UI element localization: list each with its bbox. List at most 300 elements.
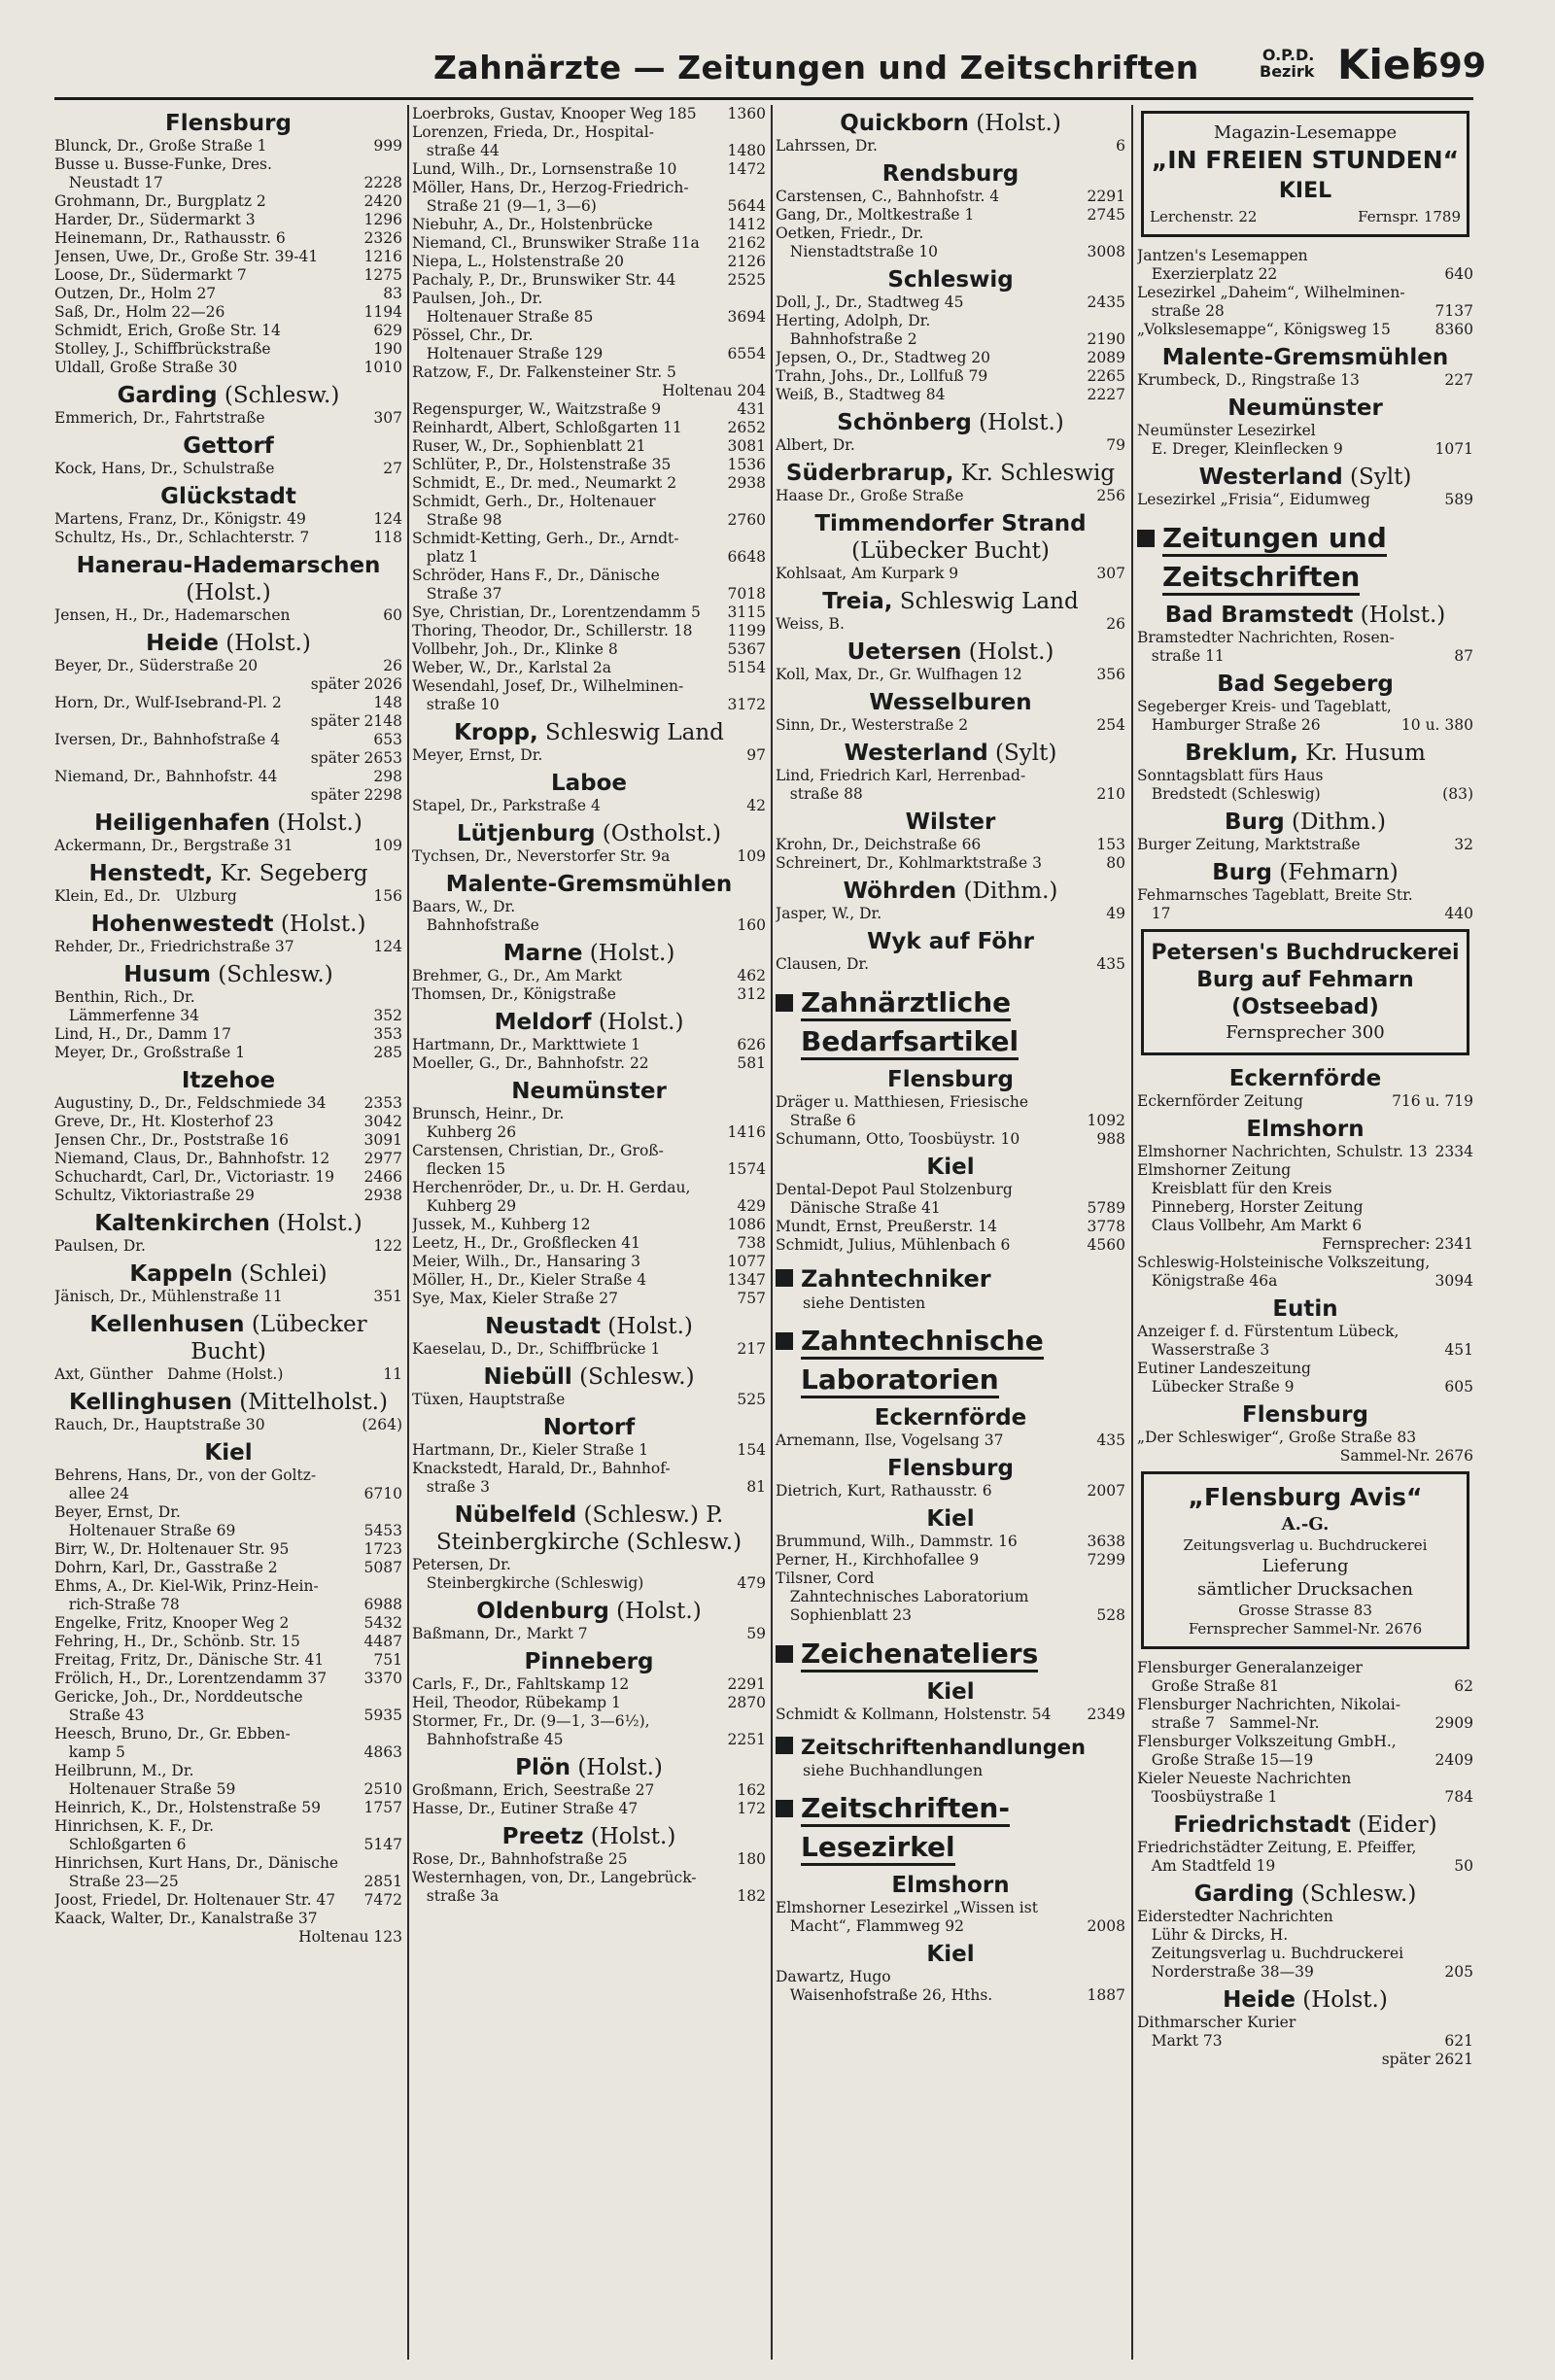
entry-phone: 172: [737, 1800, 766, 1817]
directory-entry: [412, 474, 766, 493]
directory-entry: [412, 1340, 766, 1359]
entry-name: Großmann, Erich, Seestraße 27: [412, 1781, 655, 1799]
entry-name: Jussek, M., Kuhberg 12: [412, 1216, 591, 1233]
entry-phone: Fernsprecher: 2341: [1322, 1235, 1473, 1253]
entry-name: Krumbeck, D., Ringstraße 13: [1137, 371, 1360, 389]
directory-entry: [54, 1150, 402, 1168]
entry-name: [1137, 1447, 1340, 1466]
directory-entry: [54, 211, 402, 229]
entry-phone: 605: [1444, 1378, 1473, 1396]
directory-entry: [54, 675, 402, 694]
town-heading: Elmshorn: [1246, 1117, 1365, 1142]
entry-name: Königstraße 46a: [1137, 1272, 1278, 1290]
directory-entry: [1137, 1908, 1473, 1926]
entry-name: Am Stadtfeld 19: [1137, 1857, 1276, 1875]
town-heading: Husum (Schlesw.): [123, 962, 333, 987]
entry-name: Augustiny, D., Dr., Feldschmiede 34: [54, 1094, 327, 1112]
directory-entry: [776, 1986, 1125, 2005]
entry-name: [54, 675, 311, 694]
entry-phone: 8360: [1434, 321, 1473, 338]
entry-phone: 2227: [1087, 386, 1125, 403]
entry-name: Beyer, Ernst, Dr.: [54, 1503, 181, 1521]
entry-phone: 3172: [727, 696, 766, 713]
directory-entry: [776, 1093, 1125, 1112]
entry-name: straße 28: [1137, 302, 1225, 320]
directory-entry: [54, 409, 402, 428]
directory-entry: [412, 123, 766, 142]
advert-box-lesemappe: Magazin-Lesemappe „IN FREIEN STUNDEN“ KIEL Lerchenstr. 22 Fernspr. 1789: [1141, 111, 1469, 237]
town-heading: Friedrichstadt (Eider): [1173, 1812, 1437, 1838]
entry-name: [54, 786, 311, 805]
entry-phone: 5154: [727, 659, 766, 676]
directory-entry: [776, 293, 1125, 312]
entry-phone: 5147: [363, 1836, 402, 1853]
town-group: [776, 1066, 1125, 1255]
town-group: [1137, 1065, 1473, 1466]
town-heading: Plön (Holst.): [515, 1755, 663, 1780]
directory-entry: [776, 367, 1125, 386]
directory-entry: [54, 1725, 402, 1743]
directory-entry: [54, 1854, 402, 1873]
entry-phone: 1887: [1087, 1986, 1125, 2004]
directory-entry: [1137, 1429, 1473, 1447]
entry-phone: 2909: [1434, 1714, 1473, 1732]
town-heading: Westerland (Sylt): [1198, 465, 1412, 490]
entry-phone: [367, 1688, 402, 1707]
directory-entry: [776, 1551, 1125, 1569]
entry-name: Lorenzen, Frieda, Dr., Hospital-: [412, 123, 654, 141]
town-heading: Kiel: [204, 1440, 253, 1466]
directory-entry: [776, 137, 1125, 155]
entry-phone: [367, 1725, 402, 1743]
directory-entry: [412, 1253, 766, 1271]
entry-phone: 2525: [727, 271, 766, 289]
entry-phone: [1090, 1181, 1125, 1199]
town-heading: Wöhrden (Dithm.): [843, 879, 1058, 904]
entry-phone: [1438, 1429, 1473, 1447]
entry-name: Arnemann, Ilse, Vogelsang 37: [776, 1431, 1004, 1449]
directory-entry: [54, 1288, 402, 1306]
entry-phone: 2409: [1434, 1751, 1473, 1769]
entry-phone: [1438, 1360, 1473, 1378]
entry-phone: 122: [373, 1237, 402, 1255]
entry-phone: 1574: [727, 1160, 766, 1178]
directory-entry: [412, 363, 766, 382]
entry-name: Lesezirkel „Frisia“, Eidumweg: [1137, 491, 1370, 508]
town-heading: Neumünster: [1227, 396, 1383, 421]
directory-entry: [54, 1873, 402, 1891]
directory-entry: [54, 1365, 402, 1384]
entry-phone: 1010: [363, 359, 402, 376]
column-1: [54, 105, 402, 2360]
entry-name: Pinneberg, Horster Zeitung: [1137, 1198, 1364, 1216]
entry-phone: 653: [373, 731, 402, 748]
entry-name: Saß, Dr., Holm 22—26: [54, 303, 225, 321]
directory-entry: [54, 137, 402, 155]
entry-name: Lämmerfenne 34: [54, 1007, 199, 1024]
town-heading: Heide (Holst.): [1223, 1987, 1388, 2013]
directory-entry: [1137, 1217, 1473, 1235]
directory-entry: [776, 188, 1125, 206]
entry-name: Markt 73: [1137, 2032, 1223, 2050]
town-heading: Laboe: [550, 771, 628, 796]
directory-entry: [412, 493, 766, 511]
town-heading: Marne (Holst.): [502, 941, 675, 966]
entry-phone: 124: [373, 510, 402, 528]
town-heading: Malente-Gremsmühlen: [1161, 345, 1449, 370]
directory-entry: [412, 746, 766, 765]
entry-phone: 2510: [363, 1780, 402, 1798]
entry-phone: 2420: [363, 192, 402, 210]
town-heading: Itzehoe: [181, 1068, 276, 1093]
entry-phone: 6710: [363, 1485, 402, 1502]
entry-name: Schultz, Viktoriastraße 29: [54, 1187, 255, 1204]
entry-phone: 2251: [727, 1731, 766, 1748]
directory-entry: [54, 606, 402, 625]
directory-entry: [1137, 247, 1473, 265]
directory-entry: [412, 1712, 766, 1731]
entry-name: Lahrssen, Dr.: [776, 137, 878, 155]
town-group: [1137, 602, 1473, 923]
directory-entry: [54, 749, 402, 768]
entry-phone: 80: [1106, 854, 1125, 872]
entry-name: Schmidt, Gerh., Dr., Holtenauer: [412, 493, 656, 510]
directory-entry: [412, 1731, 766, 1749]
directory-entry: [1137, 1447, 1473, 1466]
entry-name: Sinn, Dr., Westerstraße 2: [776, 716, 969, 734]
directory-entry: [1137, 1659, 1473, 1677]
directory-entry: [1137, 2051, 1473, 2069]
directory-entry: [1137, 629, 1473, 647]
entry-phone: [367, 1817, 402, 1836]
town-heading: Hanerau-Hademarschen (Holst.): [76, 553, 381, 605]
entry-phone: [1438, 698, 1473, 716]
entry-phone: 353: [373, 1025, 402, 1043]
entry-phone: 1347: [727, 1271, 766, 1289]
advert-box-flensburg-avis: „Flensburg Avis“ A.-G. Zeitungsverlag u. Buchdruckerei Lieferung sämtlicher Drucksachen Grosse Strasse 83 Fernsprecher Sammel-Nr. 2676: [1141, 1471, 1469, 1649]
town-heading: Wilster: [905, 810, 996, 835]
directory-entry: [776, 1968, 1125, 1986]
directory-entry: [54, 1596, 402, 1614]
entry-name: Gericke, Joh., Dr., Norddeutsche: [54, 1688, 303, 1706]
directory-entry: [54, 1633, 402, 1651]
entry-phone: 2938: [363, 1187, 402, 1204]
entry-phone: 2466: [363, 1168, 402, 1186]
entry-name: Horn, Dr., Wulf-Isebrand-Pl. 2: [54, 694, 282, 711]
entry-name: Tychsen, Dr., Neverstorfer Str. 9a: [412, 847, 671, 865]
entry-name: Haase Dr., Große Straße: [776, 487, 964, 504]
entry-phone: 1480: [727, 142, 766, 159]
directory-entry: [412, 985, 766, 1004]
entry-phone: 1194: [363, 303, 402, 321]
entry-phone: [1438, 1696, 1473, 1714]
bullet-square-icon: [776, 1645, 793, 1663]
entry-phone: 1723: [363, 1540, 402, 1558]
entry-phone: [731, 179, 766, 197]
entry-phone: 6648: [727, 548, 766, 566]
entry-phone: 716 u. 719: [1392, 1092, 1473, 1110]
entry-name: Joost, Friedel, Dr. Holtenauer Str. 47: [54, 1891, 336, 1909]
entry-phone: 621: [1444, 2032, 1473, 2050]
entry-phone: 2745: [1087, 206, 1125, 224]
directory-entry: [776, 487, 1125, 505]
directory-entry: [776, 666, 1125, 684]
entry-name: Bahnhofstraße 45: [412, 1731, 564, 1748]
entry-phone: 50: [1454, 1857, 1473, 1875]
bullet-square-icon: [776, 1737, 793, 1754]
town-heading: Flensburg: [165, 111, 292, 136]
directory-entry: [54, 359, 402, 377]
section-heading-lesezirkel: Zeitschriften- Lesezirkel: [776, 1789, 1125, 1867]
entry-phone: 1216: [363, 248, 402, 265]
entry-phone: 205: [1444, 1963, 1473, 1981]
entry-phone: 3370: [363, 1670, 402, 1687]
directory-entry: [1137, 302, 1473, 321]
entry-name: Jasper, W., Dr.: [776, 905, 882, 922]
town-heading: Heiligenhafen (Holst.): [94, 811, 363, 836]
entry-name: Flensburger Generalanzeiger: [1137, 1659, 1363, 1676]
town-group: [776, 110, 1125, 974]
entry-phone: 2008: [1087, 1917, 1125, 1935]
entry-name: Baars, W., Dr.: [412, 898, 516, 915]
town-heading: Burg (Dithm.): [1225, 810, 1386, 835]
entry-phone: [1438, 1908, 1473, 1926]
entry-name: Holtenauer Straße 69: [54, 1522, 236, 1539]
entry-phone: 254: [1096, 716, 1125, 734]
entry-name: Iversen, Dr., Bahnhofstraße 4: [54, 731, 281, 748]
entry-name: kamp 5: [54, 1743, 125, 1761]
entry-phone: [1090, 767, 1125, 785]
entry-phone: (83): [1442, 785, 1473, 803]
entry-phone: [1438, 1733, 1473, 1751]
directory-entry: [1137, 1751, 1473, 1770]
directory-entry: [412, 1441, 766, 1460]
directory-entry: [1137, 1677, 1473, 1696]
directory-entry: [412, 916, 766, 935]
directory-entry: [776, 1706, 1125, 1724]
entry-phone: 999: [373, 137, 402, 155]
directory-entry: [54, 266, 402, 285]
entry-name: Heilbrunn, M., Dr.: [54, 1762, 194, 1779]
directory-entry: [412, 604, 766, 622]
town-heading: Wyk auf Föhr: [867, 929, 1034, 954]
entry-name: Behrens, Hans, Dr., von der Goltz-: [54, 1466, 317, 1484]
directory-entry: [776, 1218, 1125, 1236]
entry-name: platz 1: [412, 548, 479, 566]
entry-name: Schmidt, Erich, Große Str. 14: [54, 322, 281, 339]
entry-name: Loose, Dr., Südermarkt 7: [54, 266, 247, 284]
entry-name: Schreinert, Dr., Kohlmarktstraße 3: [776, 854, 1042, 872]
directory-entry: [1137, 836, 1473, 854]
entry-phone: 352: [373, 1007, 402, 1024]
directory-entry: [412, 1123, 766, 1142]
entry-name: Jensen, H., Dr., Hademarschen: [54, 606, 291, 624]
entry-name: Meyer, Dr., Großstraße 1: [54, 1044, 246, 1061]
entry-phone: [731, 1869, 766, 1887]
entry-name: Schuchardt, Carl, Dr., Victoriastr. 19: [54, 1168, 335, 1186]
entry-phone: [367, 1503, 402, 1522]
directory-entry: [54, 1670, 402, 1688]
entry-phone: 784: [1444, 1788, 1473, 1806]
directory-entry: [54, 1094, 402, 1113]
entry-name: Eutiner Landeszeitung: [1137, 1360, 1311, 1377]
entry-name: Sye, Christian, Dr., Lorentzendamm 5: [412, 604, 701, 621]
entry-name: 17: [1137, 905, 1171, 922]
directory-entry: [412, 1556, 766, 1574]
directory-entry: [1137, 886, 1473, 905]
entry-name: Sonntagsblatt fürs Haus: [1137, 767, 1324, 784]
directory-entry: [54, 712, 402, 731]
entry-name: Jantzen's Lesemappen: [1137, 247, 1308, 264]
entry-phone: 4863: [363, 1743, 402, 1761]
directory-entry: [1137, 1696, 1473, 1714]
directory-entry: [412, 1216, 766, 1234]
entry-phone: [731, 1105, 766, 1123]
entry-name: Elmshorner Lesezirkel „Wissen ist: [776, 1899, 1038, 1916]
directory-entry: [412, 1781, 766, 1800]
entry-phone: 5789: [1087, 1199, 1125, 1217]
directory-entry: [412, 327, 766, 345]
directory-entry: [1137, 440, 1473, 459]
entry-phone: [731, 677, 766, 696]
entry-name: Waisenhofstraße 26, Hths.: [776, 1986, 993, 2004]
entry-name: E. Dreger, Kleinflecken 9: [1137, 440, 1343, 458]
directory-entry: [1137, 265, 1473, 284]
entry-name: Bahnhofstraße: [412, 916, 539, 934]
entry-name: Brehmer, G., Dr., Am Markt: [412, 967, 622, 984]
entry-name: Mundt, Ernst, Preußerstr. 14: [776, 1218, 997, 1235]
entry-name: Reinhardt, Albert, Schloßgarten 11: [412, 419, 682, 436]
directory-entry: [1137, 1926, 1473, 1945]
directory-entry: [412, 622, 766, 640]
directory-entry: [412, 640, 766, 659]
entry-name: Dräger u. Matthiesen, Friesische: [776, 1093, 1028, 1111]
town-heading: Hohenwestedt (Holst.): [90, 912, 366, 937]
entry-name: Krohn, Dr., Deichstraße 66: [776, 836, 982, 853]
entry-name: Kieler Neueste Nachrichten: [1137, 1770, 1352, 1787]
directory-entry: [1137, 1360, 1473, 1378]
entry-name: Dänische Straße 41: [776, 1199, 941, 1217]
entry-name: Kock, Hans, Dr., Schulstraße: [54, 460, 275, 477]
entry-name: Birr, W., Dr. Holtenauer Str. 95: [54, 1540, 290, 1558]
entry-phone: 2652: [727, 419, 766, 436]
section-heading-zeitschriftenhandlungen: Zeitschriftenhandlungen: [776, 1734, 1125, 1761]
entry-phone: 2291: [727, 1675, 766, 1693]
column-3: [776, 105, 1125, 2360]
entry-name: Kuhberg 29: [412, 1197, 517, 1215]
entry-phone: 440: [1444, 905, 1473, 922]
entry-name: Heinrich, K., Dr., Holstenstraße 59: [54, 1799, 321, 1816]
entry-phone: 59: [746, 1625, 766, 1642]
entry-phone: 81: [746, 1478, 766, 1496]
directory-entry: [1137, 1733, 1473, 1751]
entry-name: Jensen, Uwe, Dr., Große Str. 39-41: [54, 248, 319, 265]
entry-name: Heinemann, Dr., Rathausstr. 6: [54, 229, 286, 247]
directory-entry: [412, 1850, 766, 1869]
entry-name: Trahn, Johs., Dr., Lollfuß 79: [776, 367, 988, 385]
entry-name: Hartmann, Dr., Markttwiete 1: [412, 1036, 641, 1053]
entry-name: Tilsner, Cord: [776, 1569, 875, 1587]
entry-phone: später 2621: [1381, 2051, 1473, 2068]
entry-phone: 307: [1096, 565, 1125, 582]
entry-phone: 462: [737, 967, 766, 984]
town-heading: Bad Bramstedt (Holst.): [1164, 603, 1446, 628]
bullet-square-icon: [776, 1800, 793, 1817]
section-heading-bedarfsartikel: Zahnärztliche Bedarfsartikel: [776, 983, 1125, 1061]
directory-entry: [54, 938, 402, 956]
town-group: [776, 1872, 1125, 2005]
directory-entry: [412, 659, 766, 677]
entry-name: Clausen, Dr.: [776, 955, 870, 973]
entry-phone: 2938: [727, 474, 766, 492]
bullet-square-icon: [1137, 530, 1155, 547]
directory-entry: [776, 836, 1125, 854]
entry-name: allee 24: [54, 1485, 129, 1502]
entry-phone: 356: [1096, 666, 1125, 683]
entry-name: Ruser, W., Dr., Sophienblatt 21: [412, 437, 646, 455]
entry-name: Outzen, Dr., Holm 27: [54, 285, 217, 302]
entry-phone: 180: [737, 1850, 766, 1868]
directory-entry: [1137, 1714, 1473, 1733]
entry-name: Paulsen, Joh., Dr.: [412, 290, 543, 307]
entry-name: Ackermann, Dr., Bergstraße 31: [54, 837, 294, 854]
directory-entry: [54, 1416, 402, 1434]
entry-phone: 2089: [1087, 349, 1125, 366]
entry-phone: [1090, 224, 1125, 243]
entry-name: Rose, Dr., Bahnhofstraße 25: [412, 1850, 628, 1868]
town-heading: Neumünster: [511, 1079, 667, 1104]
entry-name: Claus Vollbehr, Am Markt 6: [1137, 1217, 1363, 1234]
directory-entry: [412, 271, 766, 290]
directory-entry: [412, 216, 766, 234]
entry-phone: 351: [373, 1288, 402, 1305]
directory-entry: [54, 1485, 402, 1503]
entry-name: [1137, 2051, 1382, 2069]
entry-phone: [367, 155, 402, 174]
entry-name: [412, 382, 662, 400]
directory-entry: [412, 1869, 766, 1887]
directory-entry: [54, 174, 402, 192]
directory-entry: [54, 1743, 402, 1762]
directory-entry: [1137, 1180, 1473, 1198]
entry-name: Schleswig-Holsteinische Volkszeitung,: [1137, 1254, 1431, 1271]
town-heading: Elmshorn: [891, 1873, 1010, 1898]
directory-entry: [412, 1478, 766, 1497]
column-4: [1137, 105, 1473, 2360]
section-heading-laboratorien: Zahntechnische Laboratorien: [776, 1322, 1125, 1399]
entry-phone: [1438, 1659, 1473, 1677]
entry-name: Moeller, G., Dr., Bahnhofstr. 22: [412, 1054, 649, 1072]
directory-entry: [1137, 1143, 1473, 1161]
entry-name: Vollbehr, Joh., Dr., Klinke 8: [412, 640, 618, 658]
directory-entry: [412, 419, 766, 437]
entry-phone: 479: [737, 1574, 766, 1592]
town-heading: Meldorf (Holst.): [494, 1010, 684, 1035]
entry-phone: 156: [373, 887, 402, 905]
entry-name: Bredstedt (Schleswig): [1137, 785, 1321, 803]
directory-entry: [412, 1574, 766, 1593]
directory-entry: [776, 1533, 1125, 1551]
entry-name: Holtenauer Straße 129: [412, 345, 604, 362]
entry-name: Grohmann, Dr., Burgplatz 2: [54, 192, 266, 210]
directory-entry: [54, 1466, 402, 1485]
entry-phone: [367, 1910, 402, 1928]
town-heading: Lütjenburg (Ostholst.): [456, 821, 722, 846]
town-heading: Eutin: [1272, 1296, 1338, 1322]
entry-phone: [1090, 1588, 1125, 1606]
town-heading: Westerland (Sylt): [844, 741, 1057, 766]
entry-name: Meier, Wilh., Dr., Hansaring 3: [412, 1253, 640, 1270]
